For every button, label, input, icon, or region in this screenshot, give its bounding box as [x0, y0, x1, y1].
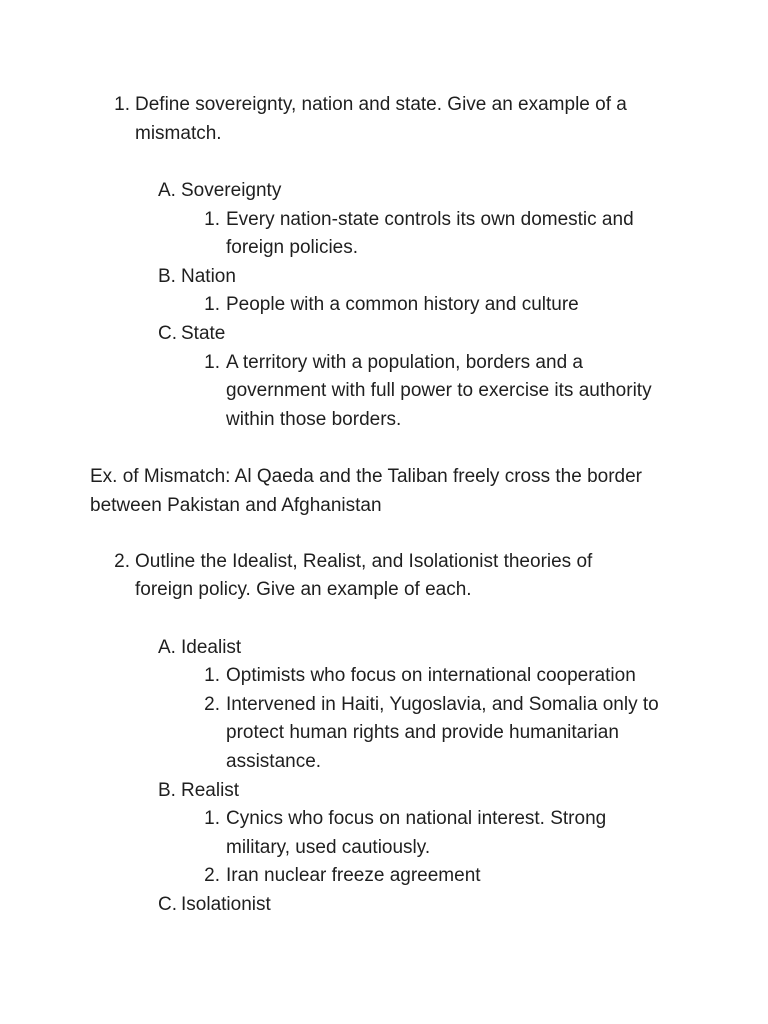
section-letter: B. — [158, 780, 176, 801]
item-number: 1. — [204, 665, 220, 686]
section-title: Realist — [181, 780, 240, 801]
section-letter: B. — [158, 266, 176, 287]
question-text: Outline the Idealist, Realist, and Isolationist theories of — [135, 551, 593, 572]
section-title: Nation — [181, 266, 236, 287]
item-number: 2. — [204, 694, 220, 715]
mismatch-example: Ex. of Mismatch: Al Qaeda and the Taliban freely cross the border — [90, 466, 642, 487]
item-text: Intervened in Haiti, Yugoslavia, and Somalia only to — [226, 694, 659, 715]
section-letter: A. — [158, 180, 176, 201]
section-title: Sovereignty — [181, 180, 282, 201]
item-text: Optimists who focus on international cooperation — [226, 665, 636, 686]
item-text: Every nation-state controls its own domestic and — [226, 209, 634, 230]
section-letter: A. — [158, 637, 176, 658]
question-number: 2. — [114, 551, 130, 572]
item-text: foreign policies. — [226, 237, 359, 258]
question-number: 1. — [114, 94, 130, 115]
section-letter: C. — [158, 323, 177, 344]
item-number: 1. — [204, 352, 220, 373]
section-letter: C. — [158, 894, 177, 915]
mismatch-example: between Pakistan and Afghanistan — [90, 495, 382, 516]
item-number: 1. — [204, 294, 220, 315]
item-number: 1. — [204, 808, 220, 829]
item-text: A territory with a population, borders and a — [226, 352, 583, 373]
item-number: 1. — [204, 209, 220, 230]
item-text: People with a common history and culture — [226, 294, 579, 315]
question-text: foreign policy. Give an example of each. — [135, 579, 472, 600]
item-text: assistance. — [226, 751, 322, 772]
item-text: within those borders. — [226, 409, 402, 430]
question-text: mismatch. — [135, 123, 222, 144]
item-text: government with full power to exercise its authority — [226, 380, 652, 401]
item-text: Iran nuclear freeze agreement — [226, 865, 481, 886]
item-text: protect human rights and provide humanitarian — [226, 722, 619, 743]
section-title: Isolationist — [181, 894, 271, 915]
section-title: State — [181, 323, 226, 344]
section-title: Idealist — [181, 637, 242, 658]
item-text: military, used cautiously. — [226, 837, 431, 858]
item-text: Cynics who focus on national interest. Strong — [226, 808, 607, 829]
item-number: 2. — [204, 865, 220, 886]
question-text: Define sovereignty, nation and state. Give an example of a — [135, 94, 627, 115]
